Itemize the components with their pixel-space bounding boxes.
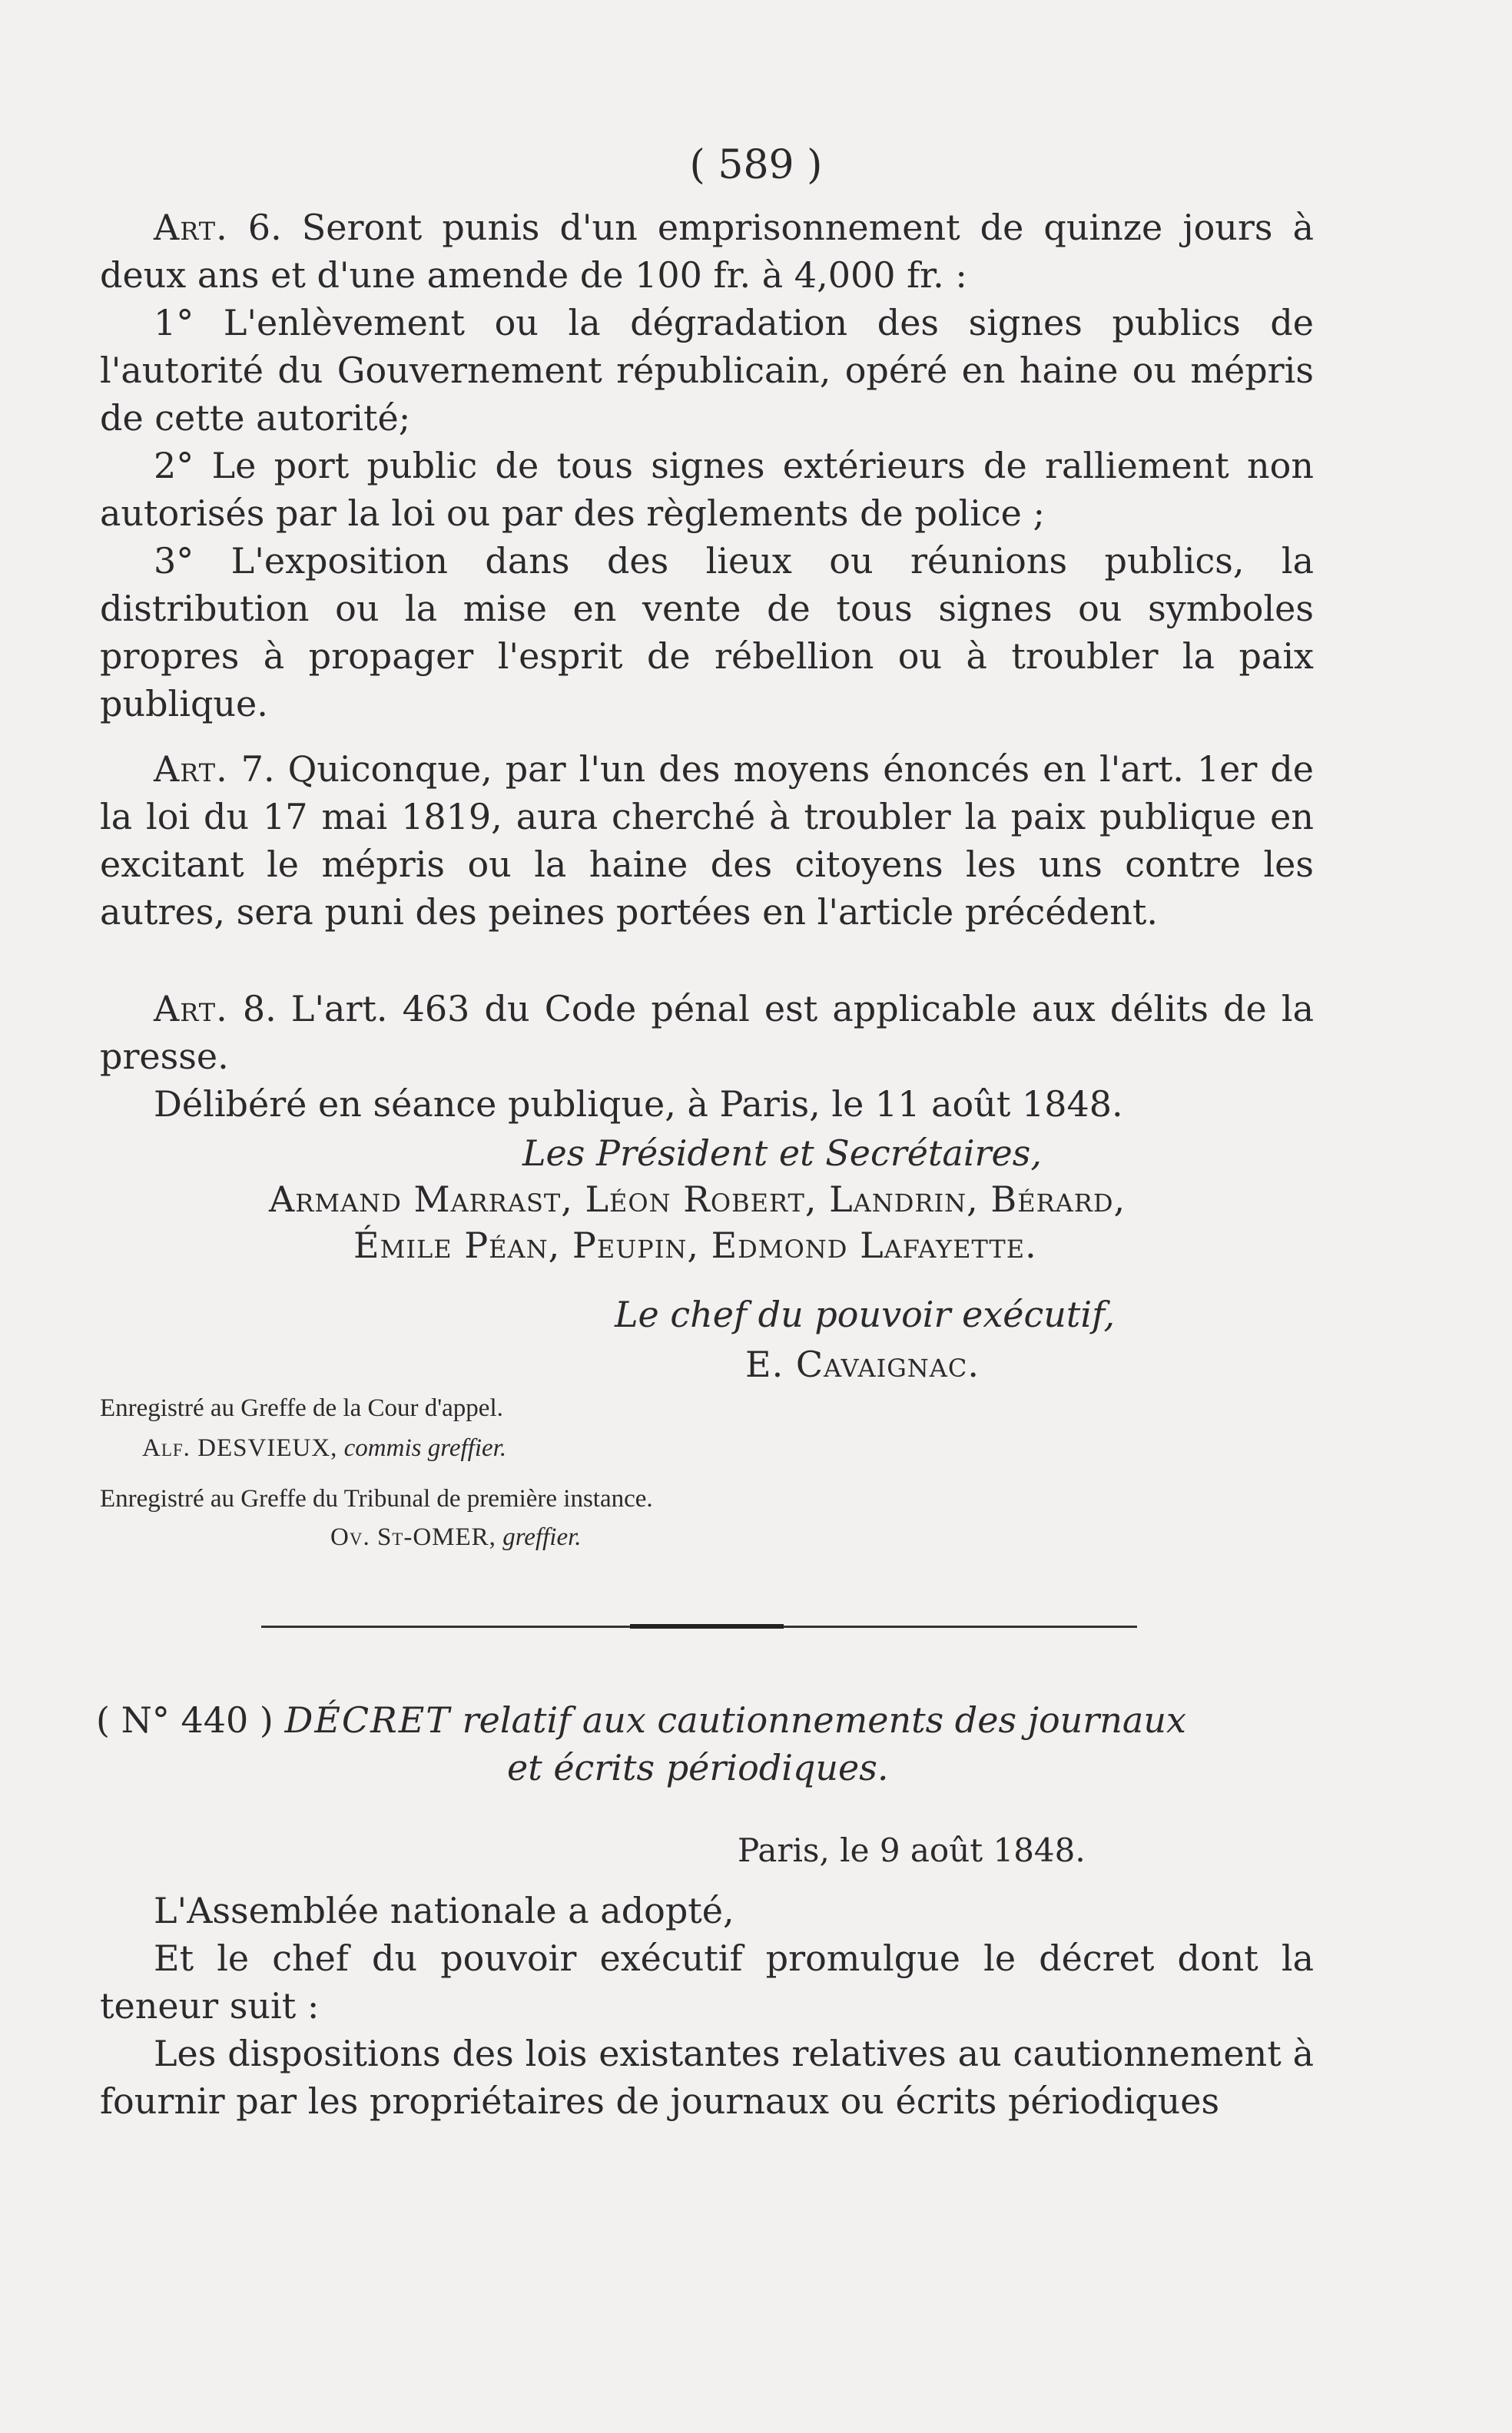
clerk-name: Alf. DESVIEUX,	[142, 1434, 338, 1462]
chef-heading: Le chef du pouvoir exécutif,	[615, 1294, 1116, 1335]
list-item: 2° Le port public de tous signes extérieurs de ralliement non autorisés par la loi ou par des règlements de police ;	[100, 445, 1314, 534]
chef-signature: E. Cavaignac.	[745, 1344, 980, 1385]
article-text: L'art. 463 du Code pénal est applicable aux délits de la presse.	[100, 988, 1315, 1077]
clerk-name: Ov. St-OMER,	[330, 1523, 496, 1551]
article-8	[100, 985, 1314, 1128]
registry-line-2: Enregistré au Greffe du Tribunal de première instance.	[100, 1485, 653, 1513]
decree-body	[100, 1887, 1314, 2125]
article-text: Seront punis d'un emprisonnement de quinze jours à deux ans et d'une amende de 100 fr. à 4,000 fr. :	[100, 207, 1315, 296]
clerk-role: greffier.	[502, 1523, 582, 1551]
article-label: Art.	[154, 207, 228, 248]
decree-number: ( N° 440 )	[96, 1699, 274, 1741]
page-number: ( 589 )	[689, 142, 823, 188]
registry-line-1: Enregistré au Greffe de la Cour d'appel.	[100, 1394, 503, 1422]
registry-signature-1	[142, 1430, 506, 1466]
article-number: 8.	[242, 988, 277, 1029]
decree-heading-line-1	[96, 1696, 1186, 1744]
signatories-line-2: Émile Péan, Peupin, Edmond Lafayette.	[353, 1225, 1037, 1266]
article-7	[100, 745, 1314, 936]
promulgation-line: Et le chef du pouvoir exécutif promulgue le décret dont la teneur suit :	[100, 1937, 1314, 2027]
assembly-line: L'Assemblée nationale a adopté,	[154, 1890, 734, 1931]
decree-title: DÉCRET	[284, 1699, 451, 1741]
decree-subject: relatif aux cautionnements des journaux	[462, 1699, 1186, 1741]
section-divider	[261, 1626, 1137, 1628]
article-number: 6.	[247, 207, 282, 248]
decree-date: Paris, le 9 août 1848.	[738, 1831, 1086, 1869]
presidents-heading: Les Président et Secrétaires,	[522, 1132, 1042, 1174]
dispositions-text: Les dispositions des lois existantes relatives au cautionnement à fournir par les propriétaires de journaux ou écrits périodiques	[100, 2033, 1314, 2122]
article-label: Art.	[154, 748, 228, 790]
article-text: Quiconque, par l'un des moyens énoncés en l'art. 1er de la loi du 17 mai 1819, aura cherché à troubler la paix publique en excitant le mépris ou la haine des citoyens les uns contre les autres, sera puni des peines portées en l'article précédent.	[100, 748, 1315, 933]
list-item: 3° L'exposition dans des lieux ou réunions publics, la distribution ou la mise en vente de tous signes ou symboles propres à propager l'esprit de rébellion ou à troubler la paix publique.	[100, 540, 1314, 724]
article-label: Art.	[154, 988, 228, 1029]
deliberation-line: Délibéré en séance publique, à Paris, le 11 août 1848.	[154, 1083, 1123, 1125]
list-item: 1° L'enlèvement ou la dégradation des signes publics de l'autorité du Gouvernement républicain, opéré en haine ou mépris de cette autorité;	[100, 302, 1314, 439]
signatories-line-1: Armand Marrast, Léon Robert, Landrin, Bérard,	[269, 1178, 1126, 1220]
article-number: 7.	[240, 748, 275, 790]
decree-heading-line-2: et écrits périodiques.	[507, 1747, 889, 1788]
clerk-role: commis greffier.	[343, 1434, 507, 1462]
registry-signature-2	[330, 1520, 582, 1555]
article-6	[100, 204, 1314, 728]
